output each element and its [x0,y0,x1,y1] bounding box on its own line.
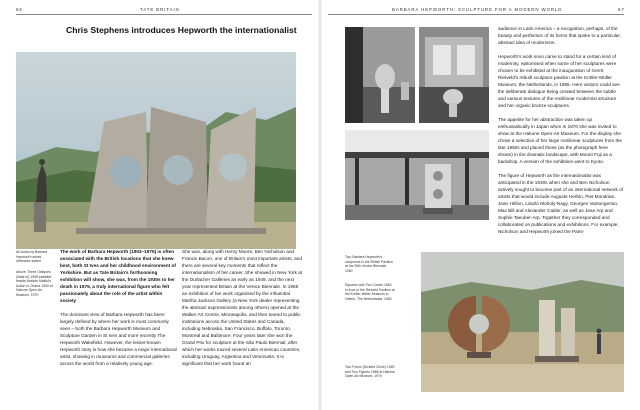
two-forms-photo [421,252,624,392]
kroller-muller-photo [345,130,489,220]
venice-caption: Top: Barbara Hepworth's sculptures in the British Pavilion at the 25th Venice Biennale, 1950 [345,255,393,273]
hakone-caption: Above: Three Obliques (Walk In) 1968 installed beside Aristide Maillol's Action in Chains 1906 at Hakone Open-Air Museum, 1970 [16,270,53,297]
paragraph: The dominant view of Barbara Hepworth has been largely defined by where her work is most commonly seen – both the Barbara Hepworth Museum and Sculpture Garden in St Ives and more recently The Hepworth Wakefield. However, the lesser-known Hepworth story is how she became a major international artist, showing in museums and commercial galleries across the world from a relatively young age. [60,312,177,366]
kroller-muller-photo-svg [345,130,489,220]
two-forms-photo-svg [421,252,624,392]
body-column-2 [182,248,304,374]
article-title: Chris Stephens introduces Hepworth the internationalist [66,25,297,35]
venice-pavilion-photo-2 [419,27,489,123]
paragraph: Hepworth's work soon came to stand for a certain kind of modernity, epitomised when some of her sculptures were chosen to be exhibited at the inauguration of Gerrit Rietveld's rebuilt sculpture pavilion at the Kröller-Müller Museum, the Netherlands, in 1965. Here visitors could see the deliberate dialogue being created between the subtle and various textures of the rectilinear modernist structure and her organic bronze sculptures. [498,54,620,108]
left-running-head: TATE BRITAIN [140,7,180,12]
paragraph: She was, along with Henry Moore, Ben Nicholson and Francis Bacon, one of Britain's most important artists, and there are several key moments that reflect the internationalism of her career. She showed in New York at the Durlacher Galleries as early as 1949, and the next year represented Britain at the Venice Biennale. In 1955 an exhibition of her work organised by the influential Martha Jackson Gallery (a New York dealer representing the abstract expressionists among others) opened at the Walker Art Centre, Minneapolis, and then toured to public institutions across the United States and Canada, including Nebraska, San Francisco, Buffalo, Toronto, Montreal and Baltimore. Four years later she won the Grand Prix for sculpture at the São Paulo Biennial, after which her works toured several Latin American countries, including Uruguay, Argentina and Venezuela. It is significant that her work found an [182,249,303,366]
paragraph: The appetite for her abstraction was taken up enthusiastically in Japan when in 1970 she was invited to show at the Hakone Open-Air Museum. For the display she chose a selection of her large rectilinear sculptures from the late 1960s and placed these (as the photograph here shows) in the dramatic landscape, with Mount Fuji as a backdrop. A version of the exhibition went to Kyoto. [498,117,623,164]
paragraph: audience in Latin America – a recognition, perhaps, of the beauty and perfection of its forms that spoke to a particular, abstract idea of modernism. [498,26,621,45]
right-page-number: 67 [618,7,625,12]
hakone-photo-svg [16,52,296,249]
standfirst: The work of Barbara Hepworth (1903–1975) is often associated with the British locations that she knew best, both St Ives and her childhood environment of Yorkshire. But as Tate Britain's forthcoming exhibition will show, she was, from the 1930s to her death in 1975, a truly international figure who felt passionately about the role of the artist within society [60,249,176,303]
body-column-1 [60,248,178,374]
right-header-rule [328,14,624,15]
venice-photo-2-svg [419,27,489,123]
paragraph: The figure of Hepworth as the internationalist was anticipated in the 1930s when she and Ben Nicholson actively sought to become part of an international network of artists that would include Auguste Herbin, Piet Mondrian, Jean Hélion, László Moholy-Nagy, Georges Vantongerloo, Max Bill and Alexander Calder, as well as Jean Arp and Sophie Taeuber-Arp. Together they corresponded and collaborated on publications and exhibitions. For example, Nicholson and Hepworth joined the Paris- [498,173,624,234]
two-forms-caption: Two Forms (Divided Circle) 1969 and Two Figures 1968 at Hakone Open-Air Museum, 1970 [345,365,395,379]
right-running-head: BARBARA HEPWORTH: SCULPTURE FOR A MODERN WORLD [392,7,563,12]
left-header-rule [16,14,312,15]
body-column-3 [498,25,624,242]
credit-caption: All works by Barbara Hepworth unless otherwise stated [16,250,48,264]
kroller-muller-caption: Squares with Two Circles 1963 in front of the Rietveld Pavilion at the Kröller-Müller Museum in Otterlo, The Netherlands, 1965 [345,283,395,301]
page-gutter [318,0,322,410]
venice-pavilion-photo-1 [345,27,415,123]
left-page-number: 66 [16,7,23,12]
venice-photo-1-svg [345,27,415,123]
hakone-three-obliques-photo [16,52,296,249]
